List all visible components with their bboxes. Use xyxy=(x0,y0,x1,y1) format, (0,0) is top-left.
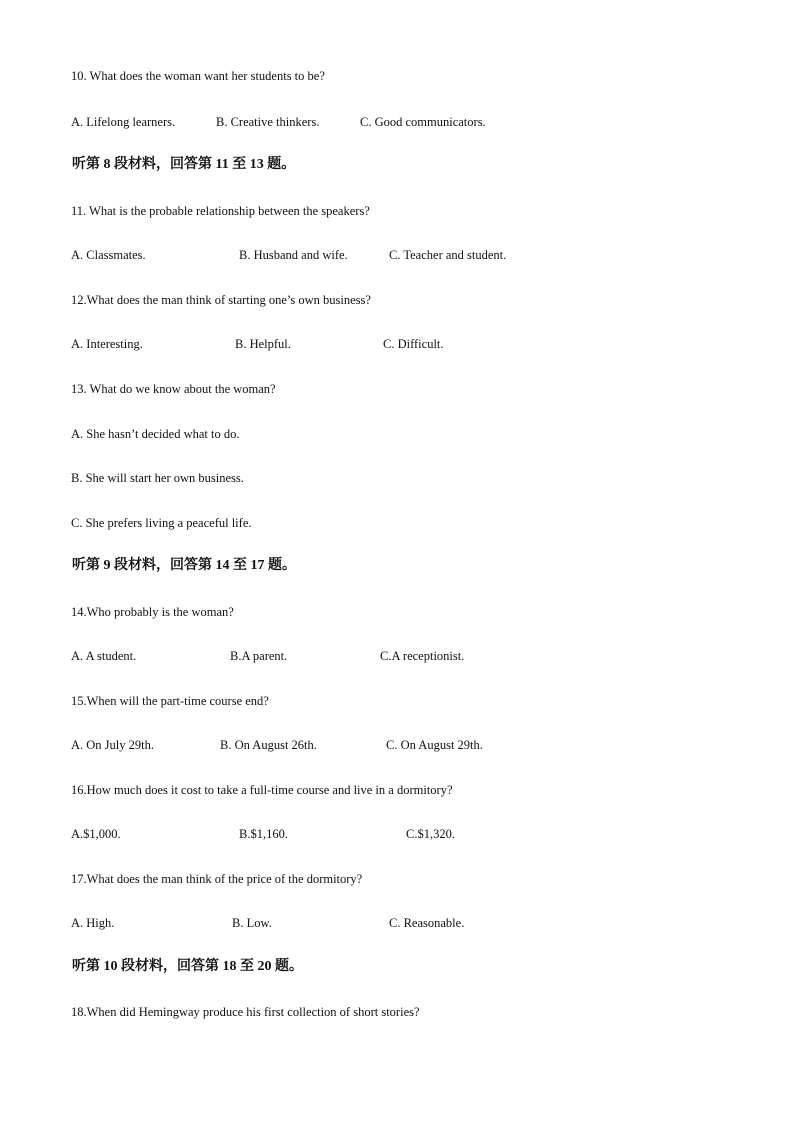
option-14c: C.A receptionist. xyxy=(380,649,465,663)
option-13b: B. She will start her own business. xyxy=(71,471,244,485)
options-16 xyxy=(0,826,794,842)
section-heading-10: 听第 10 段材料，回答第 18 至 20 题。 xyxy=(72,959,303,974)
options-17 xyxy=(0,915,794,931)
option-10a: A. Lifelong learners. xyxy=(71,115,176,129)
options-10 xyxy=(0,114,794,130)
question-10: 10. What does the woman want her students to be? xyxy=(71,69,325,83)
option-10c: C. Good communicators. xyxy=(360,115,486,129)
options-15 xyxy=(0,737,794,753)
section-heading-9: 听第 9 段材料，回答第 14 至 17 题。 xyxy=(72,558,296,573)
option-11c: C. Teacher and student. xyxy=(389,248,507,262)
option-15b: B. On August 26th. xyxy=(220,738,317,752)
option-13c: C. She prefers living a peaceful life. xyxy=(71,516,252,530)
question-12: 12.What does the man think of starting one’s own business? xyxy=(71,293,371,307)
option-11a: A. Classmates. xyxy=(71,248,146,262)
options-14 xyxy=(0,648,794,664)
section-heading-8: 听第 8 段材料，回答第 11 至 13 题。 xyxy=(72,157,296,172)
option-17b: B. Low. xyxy=(232,916,272,930)
option-10b: B. Creative thinkers. xyxy=(216,115,320,129)
option-17a: A. High. xyxy=(71,916,115,930)
option-16c: C.$1,320. xyxy=(406,827,455,841)
question-11: 11. What is the probable relationship between the speakers? xyxy=(71,204,370,218)
option-13a: A. She hasn’t decided what to do. xyxy=(71,427,240,441)
option-17c: C. Reasonable. xyxy=(389,916,465,930)
option-16a: A.$1,000. xyxy=(71,827,121,841)
option-12b: B. Helpful. xyxy=(235,337,291,351)
question-14: 14.Who probably is the woman? xyxy=(71,605,234,619)
question-16: 16.How much does it cost to take a full-time course and live in a dormitory? xyxy=(71,783,453,797)
option-14a: A. A student. xyxy=(71,649,137,663)
options-11 xyxy=(0,247,794,263)
option-15a: A. On July 29th. xyxy=(71,738,154,752)
question-15: 15.When will the part-time course end? xyxy=(71,694,269,708)
option-14b: B.A parent. xyxy=(230,649,288,663)
option-11b: B. Husband and wife. xyxy=(239,248,348,262)
question-18: 18.When did Hemingway produce his first collection of short stories? xyxy=(71,1005,420,1019)
option-12c: C. Difficult. xyxy=(383,337,444,351)
option-12a: A. Interesting. xyxy=(71,337,143,351)
question-17: 17.What does the man think of the price of the dormitory? xyxy=(71,872,363,886)
options-12 xyxy=(0,336,794,352)
option-16b: B.$1,160. xyxy=(239,827,288,841)
question-13: 13. What do we know about the woman? xyxy=(71,382,276,396)
option-15c: C. On August 29th. xyxy=(386,738,483,752)
